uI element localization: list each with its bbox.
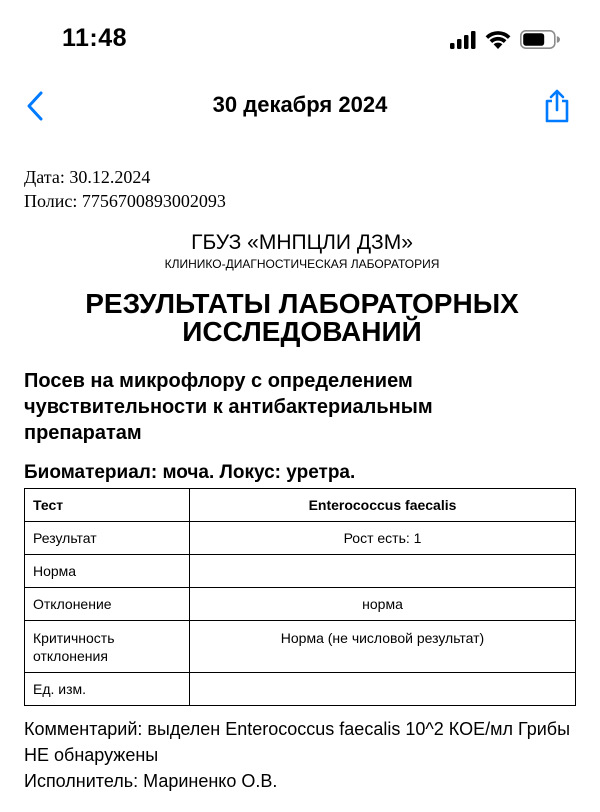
row-label: Отклонение: [25, 588, 190, 621]
row-label: Ед. изм.: [25, 673, 190, 706]
status-icons: [450, 30, 560, 49]
table-header-row: [25, 489, 576, 522]
chevron-left-icon: [26, 91, 44, 126]
row-value: [190, 555, 576, 588]
executor-line: Исполнитель: Мариненко О.В.: [24, 771, 278, 791]
table-row: [25, 621, 576, 673]
row-value: [190, 673, 576, 706]
table-row: [25, 522, 576, 555]
table-header-label: Тест: [25, 489, 190, 522]
organization-name: ГБУЗ «МНПЦЛИ ДЗМ»: [191, 231, 413, 254]
table-row: [25, 588, 576, 621]
row-value: Рост есть: 1: [190, 522, 576, 555]
cellular-signal-icon: [450, 31, 476, 49]
report-title: РЕЗУЛЬТАТЫ ЛАБОРАТОРНЫХ ИССЛЕДОВАНИЙ: [85, 288, 519, 347]
wifi-icon: [485, 30, 511, 49]
row-value: норма: [190, 588, 576, 621]
biomaterial-line: Биоматериал: моча. Локус: уретра.: [24, 462, 356, 483]
organization-department: КЛИНИКО-ДИАГНОСТИЧЕСКАЯ ЛАБОРАТОРИЯ: [164, 257, 440, 271]
status-bar: [0, 0, 600, 80]
result-comment: Комментарий: выделен Enterococcus faecalis 10^2 КОЕ/мл Грибы НЕ обнаружены: [24, 719, 571, 765]
test-title: Посев на микрофлору с определением чувствительности к антибактериальным препаратам: [24, 370, 433, 444]
table-row: [25, 673, 576, 706]
back-button[interactable]: [20, 90, 50, 126]
nav-bar: [0, 80, 600, 136]
share-icon: [543, 89, 571, 128]
policy-number: Полис: 7756700893002093: [24, 191, 226, 211]
table-header-value: Enterococcus faecalis: [190, 489, 576, 522]
report-date: Дата: 30.12.2024: [24, 167, 151, 187]
row-value: Норма (не числовой результат): [190, 621, 576, 673]
table-row: [25, 555, 576, 588]
row-label: Норма: [25, 555, 190, 588]
share-button[interactable]: [540, 88, 574, 128]
row-label: Критичность отклонения: [25, 621, 190, 673]
lab-report-document: [24, 165, 580, 794]
page-title: 30 декабря 2024: [212, 92, 388, 117]
results-table: [24, 488, 576, 706]
row-label: Результат: [25, 522, 190, 555]
battery-icon: [520, 30, 560, 49]
status-time: 11:48: [62, 24, 128, 52]
